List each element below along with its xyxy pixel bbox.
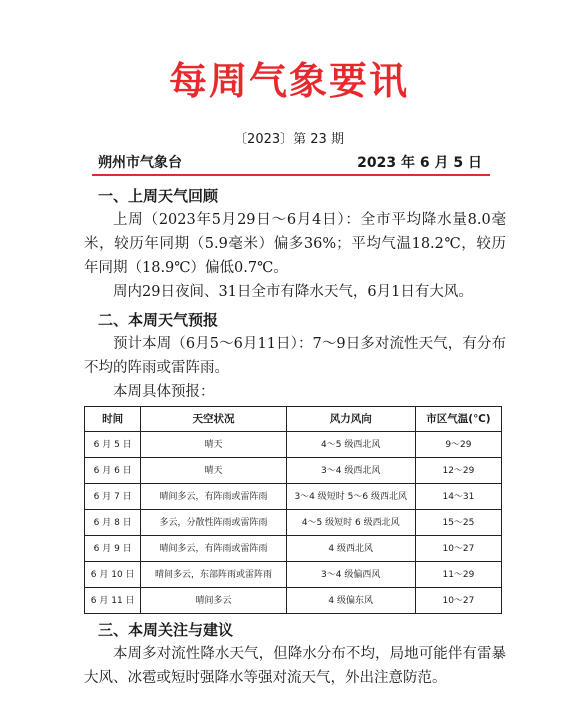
table-header-row xyxy=(85,407,502,432)
cell-wind: 4～5 级短时 6 级西北风 xyxy=(286,510,415,536)
col-header-temp: 市区气温(℃) xyxy=(415,407,501,432)
table-row xyxy=(85,536,502,562)
issue-number: 〔2023〕第 23 期 xyxy=(234,132,344,147)
cell-temp: 10～27 xyxy=(415,588,501,614)
cell-wind: 3～4 级短时 5～6 级西北风 xyxy=(286,484,415,510)
advice-paragraph: 本周多对流性降水天气，但降水分布不均，局地可能伴有雷暴大风、冰雹或短时强降水等强对流天气，外出注意防范。 xyxy=(84,646,506,686)
cell-wind: 4～5 级西北风 xyxy=(286,432,415,458)
forecast-paragraph: 预计本周（6月5～6月11日）：7～9日多对流性天气，有分布不均的阵雨或雷阵雨。 xyxy=(84,336,506,376)
dateline xyxy=(98,152,482,172)
cell-date: 6 月 9 日 xyxy=(85,536,141,562)
review-paragraph-2: 周内29日夜间、31日全市有降水天气，6月1日有大风。 xyxy=(113,284,473,300)
col-header-sky: 天空状况 xyxy=(141,407,286,432)
document-body xyxy=(84,180,506,690)
col-header-wind: 风力风向 xyxy=(286,407,415,432)
cell-date: 6 月 8 日 xyxy=(85,510,141,536)
table-row xyxy=(85,510,502,536)
cell-sky: 晴间多云，有阵雨或雷阵雨 xyxy=(141,536,286,562)
cell-sky: 晴间多云 xyxy=(141,588,286,614)
red-divider xyxy=(92,174,490,176)
table-row xyxy=(85,458,502,484)
table-intro: 本周具体预报： xyxy=(113,384,215,400)
section-heading-review: 一、上周天气回顾 xyxy=(98,187,219,205)
review-paragraph-1: 上周（2023年5月29日～6月4日）：全市平均降水量8.0毫米，较历年同期（5.9毫米）偏多36%；平均气温18.2℃，较历年同期（18.9℃）偏低0.7℃。 xyxy=(84,212,506,276)
cell-wind: 3～4 级偏西风 xyxy=(286,562,415,588)
document-title: 每周气象要讯 xyxy=(168,58,409,103)
cell-temp: 10～27 xyxy=(415,536,501,562)
cell-wind: 4 级偏东风 xyxy=(286,588,415,614)
forecast-table xyxy=(84,406,502,614)
issue-date: 2023 年 6 月 5 日 xyxy=(357,155,482,171)
cell-temp: 12～29 xyxy=(415,458,501,484)
cell-date: 6 月 7 日 xyxy=(85,484,141,510)
cell-temp: 14～31 xyxy=(415,484,501,510)
cell-temp: 15～25 xyxy=(415,510,501,536)
cell-sky: 晴天 xyxy=(141,458,286,484)
cell-wind: 4 级西北风 xyxy=(286,536,415,562)
cell-sky: 晴天 xyxy=(141,432,286,458)
cell-temp: 9～29 xyxy=(415,432,501,458)
table-row xyxy=(85,432,502,458)
section-heading-advice: 三、本周关注与建议 xyxy=(98,621,234,639)
cell-sky: 多云，分散性阵雨或雷阵雨 xyxy=(141,510,286,536)
cell-date: 6 月 11 日 xyxy=(85,588,141,614)
issuer: 朔州市气象台 xyxy=(98,155,182,171)
section-heading-forecast: 二、本周天气预报 xyxy=(98,311,219,329)
cell-sky: 晴间多云，有阵雨或雷阵雨 xyxy=(141,484,286,510)
cell-date: 6 月 6 日 xyxy=(85,458,141,484)
table-row xyxy=(85,588,502,614)
cell-date: 6 月 5 日 xyxy=(85,432,141,458)
cell-wind: 3～4 级西北风 xyxy=(286,458,415,484)
cell-sky: 晴间多云，东部阵雨或雷阵雨 xyxy=(141,562,286,588)
cell-temp: 11～29 xyxy=(415,562,501,588)
col-header-time: 时间 xyxy=(85,407,141,432)
table-row xyxy=(85,484,502,510)
table-row xyxy=(85,562,502,588)
cell-date: 6 月 10 日 xyxy=(85,562,141,588)
